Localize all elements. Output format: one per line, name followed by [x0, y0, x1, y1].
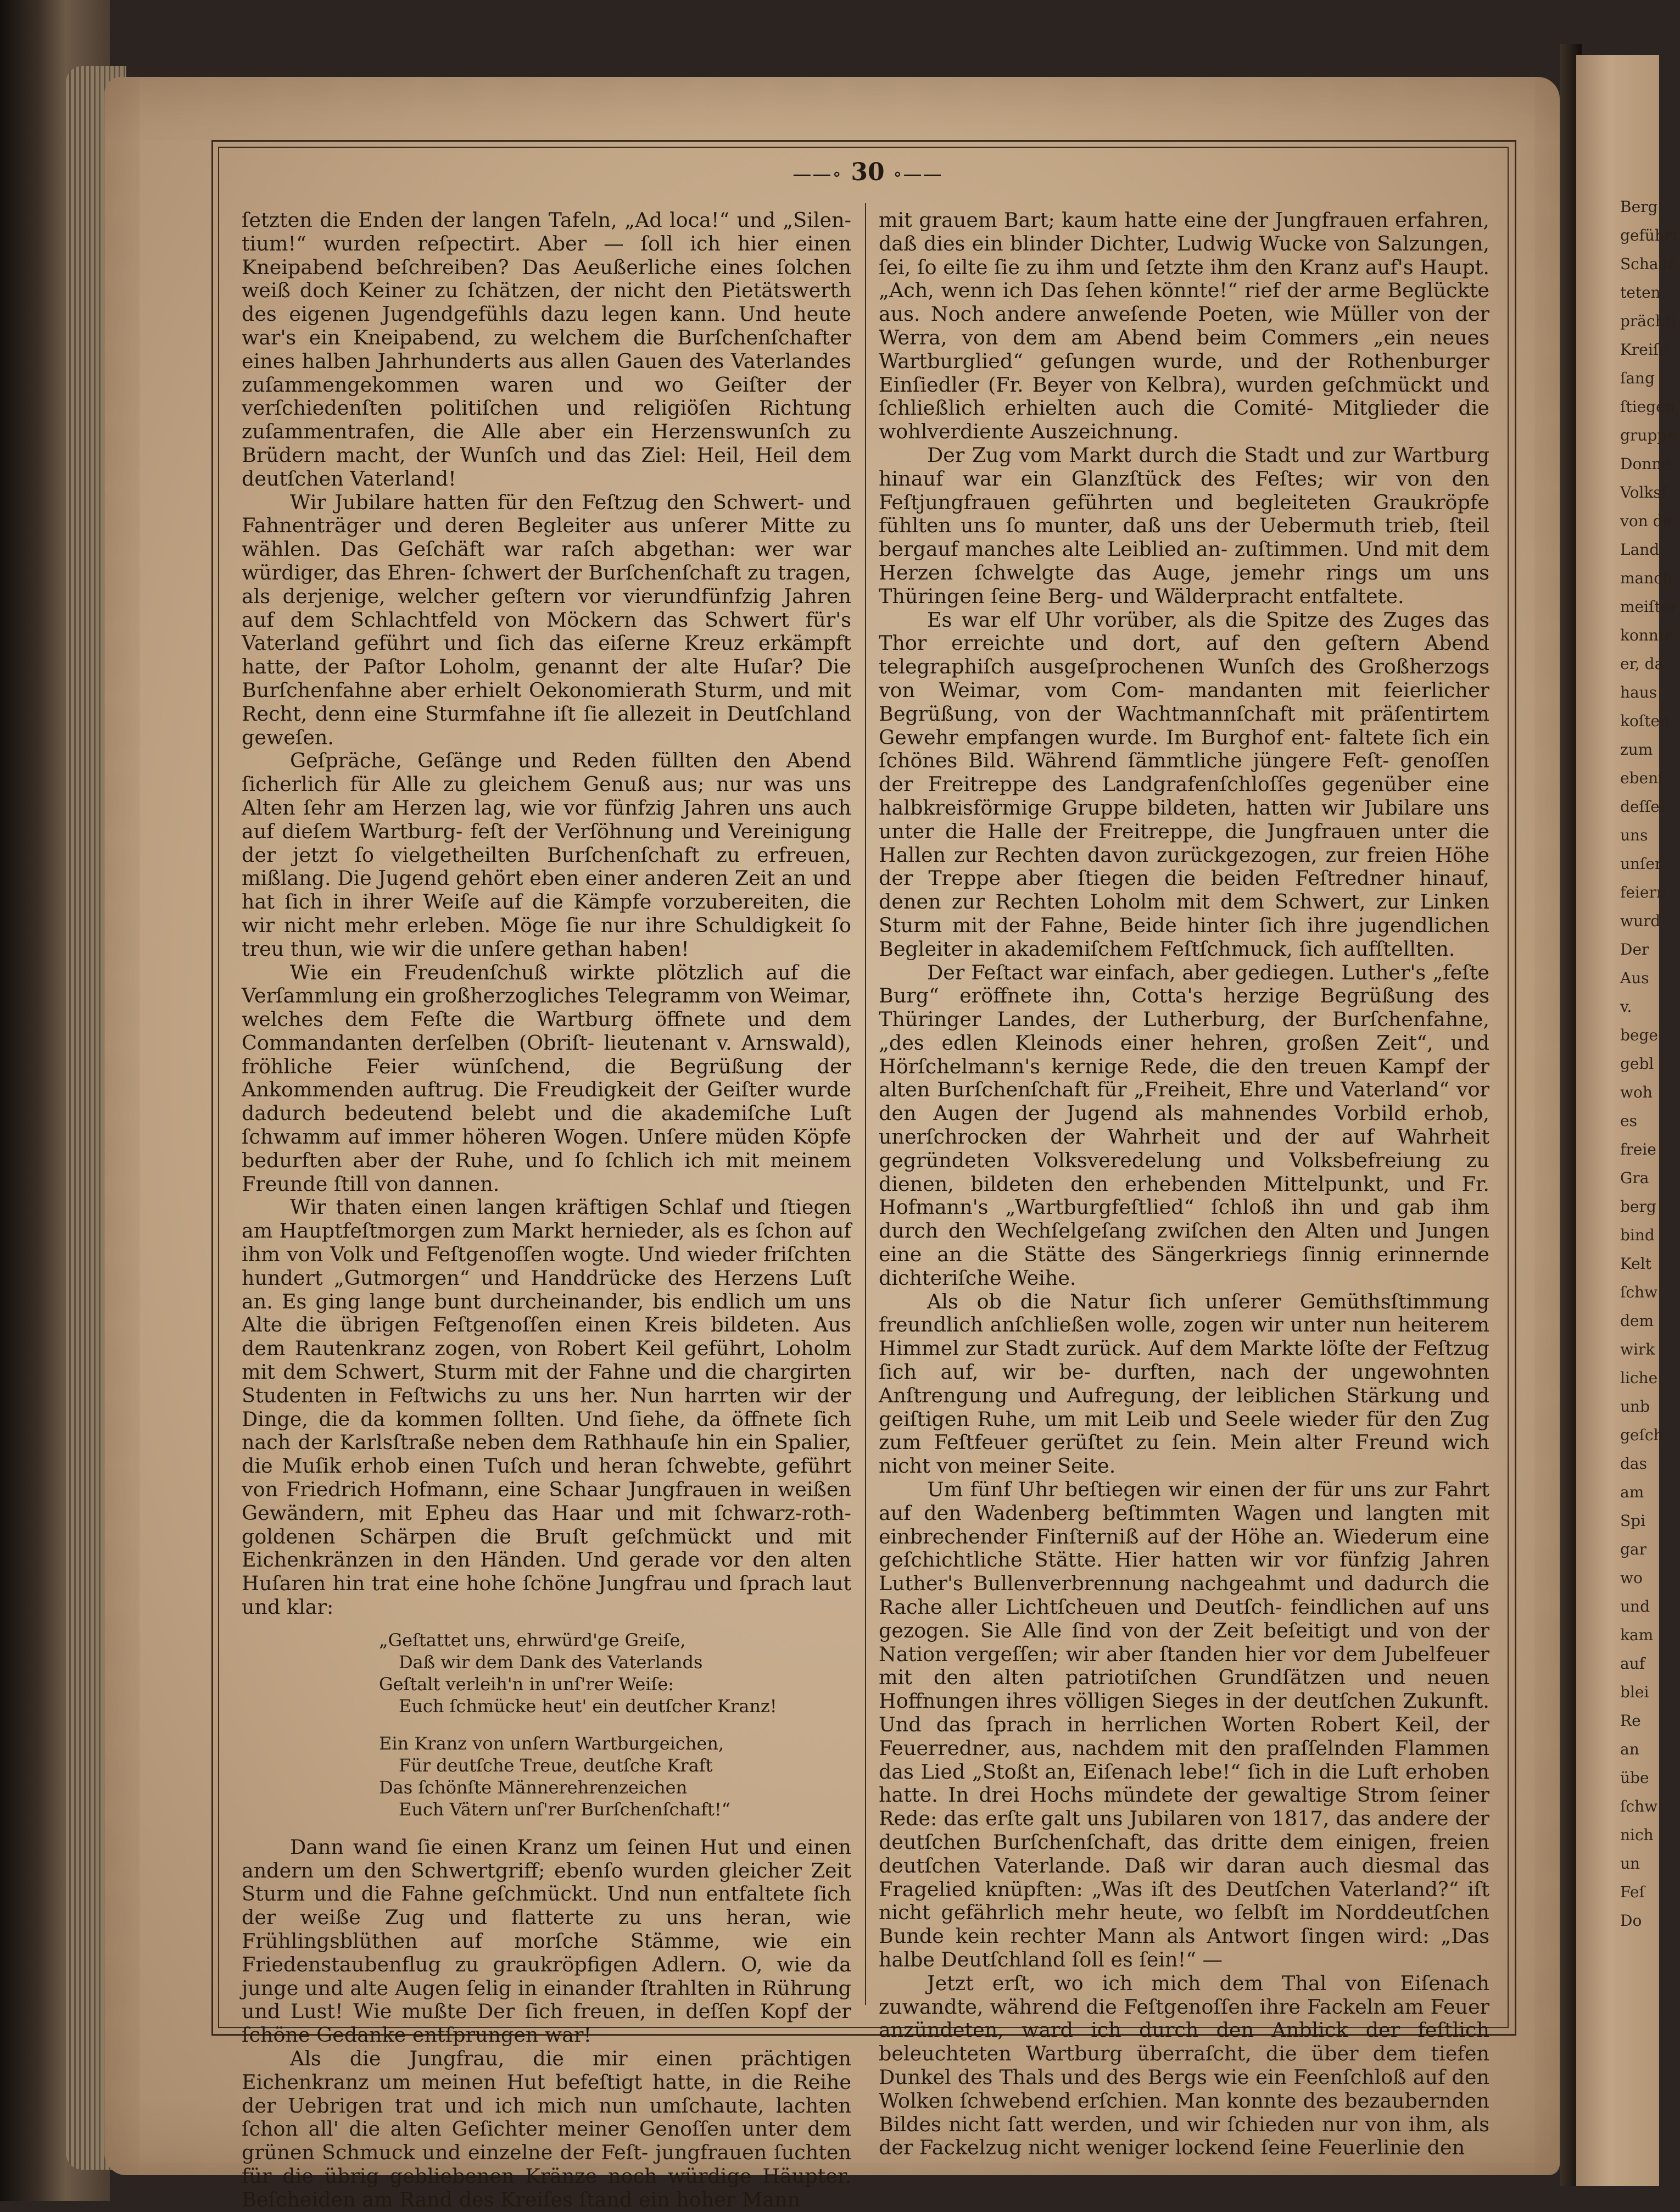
next-page-edge-word: Kreiſe [1620, 341, 1668, 359]
next-page-edge-word: Do [1620, 1912, 1642, 1930]
next-page-edge-word: Donne [1620, 455, 1671, 473]
next-page-edge-word: unſer [1620, 855, 1662, 873]
next-page-edge-word: Berg [1620, 198, 1658, 216]
next-page-edge-word: wo [1620, 1569, 1643, 1587]
poem-stanza [379, 1732, 851, 1820]
next-page-edge-word: von de [1620, 512, 1672, 530]
next-page-edge-word: manch [1620, 569, 1672, 587]
paragraph: Jetzt erſt, wo ich mich dem Thal von Eiſenach zuwandte, während die Feſtgenoſſen ihre Fackeln am Feuer anzündeten, ward ich durch den Anblick der feſtlich beleuchteten Wartburg überraſcht, die über dem tiefen Dunkel des Thals und des Bergs wie ein Feenſchloß auf den Wolken ſchwebend erſchien. Man konnte des bezaubernden Bildes nicht ſatt werden, und wir ſchieden nur von ihm, als der Fackelzug nicht weniger lockend ſeine Feuerlinie den [879, 1971, 1489, 2160]
paragraph: Als die Jungfrau, die mir einen prächtigen Eichenkranz um meinen Hut befeſtigt hatte, in die Reihe der Uebrigen trat und ich mich nun umſchaute, lachten ſchon all' die alten Geſichter meiner Genoſſen unter dem grünen Schmuck und einzelne der Feſt- jungfrauen ſuchten für die übrig gebliebenen Kränze noch würdige Häupter. Beſcheiden am Rand des Kreiſes ſtand ein hoher Mann [242, 2046, 851, 2211]
next-page-edge-word: woh [1620, 1083, 1653, 1101]
next-page-edge-word: blei [1620, 1683, 1649, 1701]
poem-line: „Geſtattet uns, ehrwürd'ge Greiſe, [379, 1629, 686, 1651]
paragraph: Um fünf Uhr beſtiegen wir einen der für uns zur Fahrt auf den Wadenberg beſtimmten Wagen und langten mit einbrechender Finſterniß auf der Höhe an. Wiederum eine geſchichtliche Stätte. Hier hatten wir vor fünfzig Jahren Luther's Bullenverbrennung nachgeahmt und dadurch die Rache aller Lichtſcheuen und Deutſch- feindlichen auf uns gezogen. Sie Alle ſind von der Zeit beſeitigt und von der Nation vergeſſen; wir aber ſtanden hier vor dem Jubelfeuer mit den alten patriotiſchen Grundſätzen und neuen Hoffnungen ihres völligen Sieges in der deutſchen Zukunft. Und das ſprach in herrlichen Worten Robert Keil, der Feuerredner, aus, nachdem mit den praſſelnden Flammen das Lied „Stoßt an, Eiſenach lebe!“ ſich in die Luft erhoben hatte. In drei Hochs mündete der gewaltige Strom ſeiner Rede: das erſte galt uns Jubilaren von 1817, das andere der deutſchen Burſchenſchaft, das dritte dem einigen, freien deutſchen Vaterlande. Daß wir daran auch diesmal das Fragelied knüpften: „Was iſt des Deutſchen Vaterland?“ iſt nicht gefährlich mehr heute, wo ſelbſt im Norddeutſchen Bunde kein rechter Mann als Antwort ſingen wird: „Das halbe Deutſchland ſoll es ſein!“ — [879, 1478, 1489, 1971]
next-page-edge-word: haus [1620, 683, 1657, 701]
next-page-edge-word: am [1620, 1483, 1644, 1501]
next-page-edge-word: unb [1620, 1397, 1650, 1416]
next-page-edge-word: meiſter [1620, 598, 1677, 616]
poem-line: Euch ſchmücke heut' ein deutſcher Kranz! [399, 1695, 777, 1717]
right-column [879, 208, 1489, 2160]
next-page-edge-word: gruppe [1620, 426, 1676, 444]
next-page-edge-word: auf [1620, 1654, 1645, 1673]
next-page-edge-word: prächti [1620, 312, 1676, 330]
paragraph: Wir thaten einen langen kräftigen Schlaf und ſtiegen am Hauptfeſtmorgen zum Markt hernieder, als es ſchon auf ihm von Volk und Feſtgenoſſen wogte. Und wieder friſchten hundert „Gutmorgen“ und Handdrücke des Herzens Luſt an. Es ging lange bunt durcheinander, bis endlich um uns Alte die übrigen Feſtgenoſſen einen Kreis bildeten. Aus dem Rautenkranz zogen, von Robert Keil geführt, Loholm mit dem Schwert, Sturm mit der Fahne und die chargirten Studenten in Feſtwichs zu uns her. Nun harrten wir der Dinge, die da kommen ſollten. Und ſiehe, da öffnete ſich nach der Karlsſtraße neben dem Rathhauſe hin ein Spalier, die Muſik erhob einen Tuſch und heran ſchwebte, geführt von Friedrich Hofmann, eine Schaar Jungfrauen in weißen Gewändern, mit Epheu das Haar und mit ſchwarz-roth-goldenen Schärpen die Bruſt geſchmückt und mit Eichenkränzen in den Händen. Und gerade vor den alten Huſaren hin trat eine hohe ſchöne Jungfrau und ſprach laut und klar: [242, 1195, 851, 1619]
next-page-edge-word: übe [1620, 1769, 1649, 1787]
next-page-edge-word: dem [1620, 1312, 1654, 1330]
next-page-edge-word: berg [1620, 1197, 1656, 1216]
next-page-edge-word: un [1620, 1854, 1640, 1873]
poem-line: Daß wir dem Dank des Vaterlands [399, 1651, 703, 1673]
next-page-edge-word: uns [1620, 826, 1648, 844]
paragraph: Der Zug vom Markt durch die Stadt und zur Wartburg hinauf war ein Glanzſtück des Feſtes; wir von den Feſtjungfrauen geführten und begleiteten Graukröpfe fühlten uns ſo munter, daß uns der Uebermuth trieb, ſteil bergauf manches alte Leiblied an- zuſtimmen. Und mit dem Herzen ſchwelgte das Auge, jemehr rings um uns Thüringen ſeine Berg- und Wälderpracht entfaltete. [879, 443, 1489, 608]
next-page-edge-word: gebl [1620, 1055, 1654, 1073]
paragraph: ſetzten die Enden der langen Tafeln, „Ad loca!“ und „Silen- tium!“ wurden reſpectirt. Aber — ſoll ich hier einen Kneipabend beſchreiben? Das Aeußerliche eines ſolchen weiß doch Keiner zu ſchätzen, der nicht den Pietätswerth des eigenen Jugendgefühls dazu legen kann. Und heute war's ein Kneipabend, zu welchem die Burſchenſchafter eines halben Jahrhunderts aus allen Gauen des Vaterlandes zuſammengekommen waren und wo Geiſter der verſchiedenſten politiſchen und religiöſen Richtung zuſammentrafen, die Alle aber ein Herzenswunſch zu Brüdern macht, der Wunſch und das Ziel: Heil, Heil dem deutſchen Vaterland! [242, 208, 851, 491]
column-rule [865, 203, 866, 2005]
next-page-edge-word: Re [1620, 1712, 1641, 1730]
page-number [780, 158, 956, 186]
next-page-edge-word: es [1620, 1112, 1637, 1130]
next-page-edge-word: bind [1620, 1226, 1655, 1244]
paragraph: Geſpräche, Geſänge und Reden füllten den Abend ſicherlich für Alle zu gleichem Genuß aus; nur was uns Alten ſehr am Herzen lag, wie vor fünfzig Jahren uns auch auf dieſem Wartburg- feſt der Verſöhnung und Vereinigung der jetzt ſo vielgetheilten Burſchenſchaft zu erfreuen, mißlang. Die Jugend gehört eben einer anderen Zeit an und hat ſich in ihrer Weiſe auf die Kämpfe vorzubereiten, die wir nicht mehr erleben. Möge ſie nur ihre Schuldigkeit ſo treu thun, wie wir die unſere gethan haben! [242, 749, 851, 961]
paragraph: Wie ein Freudenſchuß wirkte plötzlich auf die Verſammlung ein großherzogliches Telegramm von Weimar, welches dem Feſte die Wartburg öffnete und dem Commandanten derſelben (Obriſt- lieutenant v. Arnswald), fröhliche Feier wünſchend, die Begrüßung der Ankommenden auftrug. Die Freudigkeit der Geiſter wurde dadurch bedeutend belebt und die akademiſche Luſt ſchwamm auf immer höheren Wogen. Unſere müden Köpfe bedurften aber der Ruhe, und ſo ſchlich ich mit meinem Freunde ſtill von dannen. [242, 960, 851, 1196]
next-page-edge-word: ebenſ [1620, 769, 1664, 787]
next-page-edge-word: wurd [1620, 912, 1661, 930]
paragraph: Es war elf Uhr vorüber, als die Spitze des Zuges das Thor erreichte und dort, auf den geſtern Abend telegraphiſch ausgeſprochenen Wunſch des Großherzogs von Weimar, vom Com- mandanten mit feierlicher Begrüßung, von der Wachtmannſchaft mit präſentirtem Gewehr empfangen wurde. Im Burghof ent- faltete ſich ein ſchönes Bild. Während ſämmtliche jüngere Feſt- genoſſen der Freitreppe des Landgrafenſchloſſes gegenüber eine halbkreisförmige Gruppe bildeten, hatten wir Jubilare uns unter die Halle der Freitreppe, die Jungfrauen unter die Hallen zur Rechten davon zurückgezogen, zur freien Höhe der Treppe aber ſtiegen die beiden Feſtredner hinauf, denen zur Rechten Loholm mit dem Schwert, zur Linken Sturm mit der Fahne, Beide hinter ſich ihre jugendlichen Begleiter in akademiſchem Feſtſchmuck, ſich aufſtellten. [879, 608, 1489, 961]
next-page-edge-word: Kelt [1620, 1255, 1651, 1273]
poem-line: Für deutſche Treue, deutſche Kraft [399, 1754, 713, 1776]
next-page-edge-word: Aus [1620, 969, 1649, 987]
next-page-edge-word: ſtiegen, [1620, 398, 1680, 416]
paragraph: Der Feſtact war einfach, aber gediegen. Luther's „feſte Burg“ eröffnete ihn, Cotta's herzige Begrüßung des Thüringer Landes, der Lutherburg, der Burſchenfahne, „des edlen Kleinods einer hehren, großen Zeit“, und Hörſchelmann's kernige Rede, die den treuen Kampf der alten Burſchenſchaft für „Freiheit, Ehre und Vaterland“ vor den Augen der Jugend als mahnendes Vorbild erhob, unerſchrocken der Wahrheit und der auf Wahrheit gegründeten Volksveredelung und Volksbefreiung zu dienen, bildeten den erhebenden Mittelpunkt, und Fr. Hofmann's „Wartburgfeſtlied“ ſchloß ihn und gab ihm durch den Wechſelgeſang zwiſchen den Alten und Jungen eine an die Stätte des Sängerkriegs ſinnig erinnernde dichteriſche Weihe. [879, 960, 1489, 1290]
ornament-right: ∘—— [892, 163, 943, 185]
next-page-edge-word: gar [1620, 1540, 1647, 1558]
next-page-edge-word: ſchw [1620, 1283, 1658, 1301]
next-page-edge-word: er, da [1620, 655, 1664, 673]
next-page-edge-word: Gra [1620, 1169, 1649, 1187]
next-page-edge-word: Feſ [1620, 1883, 1645, 1901]
paragraph: Dann wand ſie einen Kranz um ſeinen Hut und einen andern um den Schwertgriff; ebenſo wurden gleicher Zeit Sturm und die Fahne geſchmückt. Und nun entfaltete ſich der weiße Zug und flatterte zu uns heran, wie Frühlingsblüthen auf morſche Stämme, wie ein Friedenstaubenflug zu graukröpfigen Adlern. O, wie da junge und alte Augen ſelig in einander ſtrahlten in Rührung und Lust! Wie mußte Der ſich freuen, in deſſen Kopf der ſchöne Gedanke entſprungen war! [242, 1835, 851, 2047]
next-page-edge-word: v. [1620, 998, 1632, 1016]
paragraph: Wir Jubilare hatten für den Feſtzug den Schwert- und Fahnenträger und deren Begleiter aus unſerer Mitte zu wählen. Das Geſchäft war raſch abgethan: wer war würdiger, das Ehren- ſchwert der Burſchenſchaft zu tragen, als derjenige, welcher geſtern vor vierundfünfzig Jahren auf dem Schlachtfeld von Möckern das Schwert für's Vaterland geführt und ſich das eiſerne Kreuz erkämpft hatte, der Paſtor Loholm, genannt der alte Huſar? Die Burſchenfahne aber erhielt Oekonomierath Sturm, und mit Recht, denn eine Sturmfahne iſt ſie allezeit in Deutſchland geweſen. [242, 490, 851, 749]
next-page-edge-word: ſang [1620, 369, 1655, 387]
next-page-edge-word: ſchw [1620, 1797, 1658, 1815]
page-number-text: 30 [851, 158, 885, 186]
next-page-edge-word: Schaar [1620, 255, 1675, 273]
next-page-edge-word: das [1620, 1455, 1647, 1473]
next-page-edge-word: konnte [1620, 626, 1674, 644]
next-page-edge-word: Land [1620, 541, 1660, 559]
next-page-edge-word: geſch [1620, 1426, 1664, 1444]
next-page-edge-word: an [1620, 1740, 1639, 1758]
next-page-edge-word: zum [1620, 740, 1653, 759]
next-page-edge-word: und [1620, 1597, 1650, 1615]
next-page-edge-word: geführt [1620, 226, 1678, 244]
poem-stanza [379, 1629, 851, 1717]
next-page-edge-word: koſten [1620, 712, 1670, 730]
poem [379, 1629, 851, 1820]
poem-line: Ein Kranz von unſern Wartburgeichen, [379, 1732, 724, 1754]
next-page-edge-word: teten [1620, 283, 1661, 302]
next-page-edge-word: Spi [1620, 1512, 1646, 1530]
next-page-edge-word: nich [1620, 1826, 1654, 1844]
left-column [242, 208, 851, 2211]
next-page-edge-word: kam [1620, 1626, 1654, 1644]
next-page-edge-word: Der [1620, 940, 1649, 959]
next-page-edge-word: bege [1620, 1026, 1658, 1044]
ornament-left: ——∘ [792, 163, 843, 185]
poem-line: Euch Vätern unſ'rer Burſchenſchaft!“ [399, 1798, 731, 1820]
next-page-edge-word: freie [1620, 1140, 1656, 1158]
next-page-edge-word: liche [1620, 1369, 1658, 1387]
next-page-edge-word: Volksf [1620, 483, 1667, 502]
paragraph: Als ob die Natur ſich unſerer Gemüthsſtimmung freundlich anſchließen wolle, zogen wir unter nun heiterem Himmel zur Stadt zurück. Auf dem Markte löſte der Feſtzug ſich auf, wir be- durften, nach der ungewohnten Anſtrengung und Aufregung, der leiblichen Stärkung und geiſtigen Ruhe, um mit Leib und Seele wieder für den Zug zum Feſtfeuer gerüſtet zu ſein. Mein alter Freund wich nicht von meiner Seite. [879, 1289, 1489, 1478]
poem-line: Das ſchönſte Männerehrenzeichen [379, 1776, 688, 1798]
paragraph: mit grauem Bart; kaum hatte eine der Jungfrauen erfahren, daß dies ein blinder Dichter, Ludwig Wucke von Salzungen, ſei, ſo eilte ſie zu ihm und ſetzte ihm den Kranz auf's Haupt. „Ach, wenn ich Das ſehen könnte!“ rief der arme Beglückte aus. Noch andere anweſende Poeten, wie Müller von der Werra, von dem am Abend beim Commers „ein neues Wartburglied“ geſungen wurde, und der Rothenburger Einſiedler (Fr. Beyer von Kelbra), wurden geſchmückt und ſchließlich erhielten auch die Comité- Mitglieder die wohlverdiente Auszeichnung. [879, 208, 1489, 444]
next-page-edge-word: feiern [1620, 883, 1666, 901]
poem-line: Geſtalt verleih'n in unſ'rer Weiſe: [379, 1673, 674, 1695]
next-page-edge-word: deſſel [1620, 798, 1665, 816]
next-page-edge-word: wirk [1620, 1340, 1655, 1358]
